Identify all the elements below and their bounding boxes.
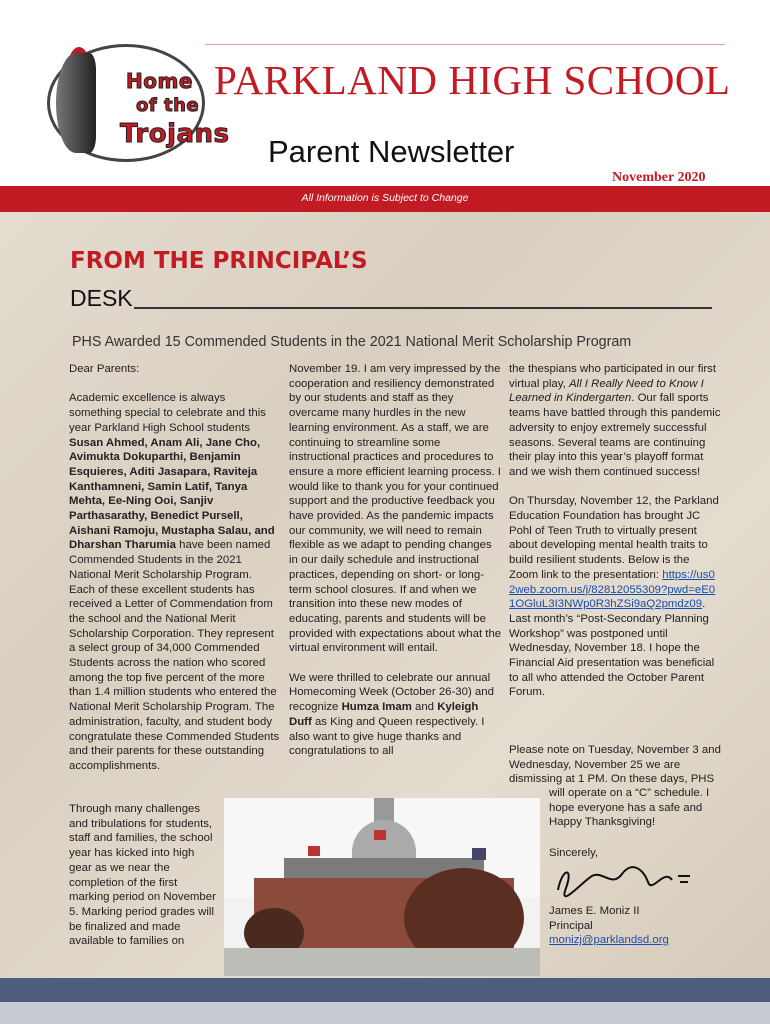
section-underline (134, 307, 712, 309)
newsletter-title: Parent Newsletter (268, 134, 515, 169)
paragraph-text: Academic excellence is always something special to celebrate and this year Parkland High School students (69, 392, 266, 434)
footer-band (0, 978, 770, 1002)
queen-name: Kyleigh Duff (289, 701, 479, 728)
commended-paragraph (69, 391, 281, 773)
closing: Sincerely, (549, 847, 599, 859)
homecoming-paragraph (289, 671, 503, 759)
footer-strip (0, 1002, 770, 1024)
principal-name: James E. Moniz II (549, 905, 640, 917)
section-title-desk: DESK (70, 285, 133, 311)
student-names: Susan Ahmed, Anam Ali, Jane Cho, Avimukta Dokuparthi, Benjamin Esquieres, Aditi Jasapara, Raviteja Kanthamneni, Samin Latif, Tanya Mehta, Ee-Ning Ooi, Sanjiv Parthasarathy, Benedict Pursell, Aishani Ramoju, Mustapha Salau, and (69, 436, 275, 537)
school-name: PARKLAND HIGH SCHOOL (214, 57, 731, 103)
paragraph-text: the thespians who participated in our first virtual play, (509, 363, 717, 390)
flag-icon (374, 830, 386, 840)
school-building-photo (224, 798, 540, 976)
trojan-helmet-icon (56, 53, 96, 153)
trojans-logo (47, 44, 230, 162)
thespians-paragraph (509, 362, 721, 480)
dismissal-paragraph: Please note on Tuesday, November 3 and Wednesday, November 25 we are dismissing at 1 PM. On these days, PHS (509, 744, 721, 786)
paragraph-text: have been named Commended Students in the 2021 National Merit Scholarship Program. Each of these excellent students has received a Letter of Commendation from the school and the National Merit Scholarship Corporation. They represent a select group of 34,000 Commended Students across the nation who scored among the top five percent of the more than 1.4 million students who entered the National Merit Scholarship Program. The administration, faculty, and student body congratulate these Commended Students and their parents for these outstanding accomplishments. (69, 539, 280, 772)
principal-email-link[interactable]: monizj@parklandsd.org (549, 934, 669, 947)
play-title: All I Really Need to Know I Learned in Kindergarten (509, 377, 704, 405)
paragraph-text: and (415, 701, 435, 714)
column-1-continued (69, 802, 217, 964)
paragraph-text: as King and Queen respectively. I also want to give huge thanks and congratulations to all (289, 715, 485, 758)
column-2 (289, 362, 503, 774)
header-rule (205, 44, 725, 45)
section-title: FROM THE PRINCIPAL’S (70, 248, 368, 274)
paragraph-text: . Last month’s “Post-Secondary Planning Workshop” was postponed until Wednesday, November 18. I hope the Financial Aid presentation was beneficial to all who attended the October Parent Forum. (509, 598, 715, 699)
column-3 (509, 362, 721, 715)
signature (552, 862, 692, 898)
paragraph-text: We were thrilled to celebrate our annual Homecoming Week (October 26-30) and recognize (289, 671, 494, 714)
marking-period-paragraph: Through many challenges and tribulations for students, staff and families, the school year has kicked into high gear as we near the completion of the first marking period on November 5. Marking period grades will be finalized and made available to families on (69, 803, 216, 948)
disclaimer: All Information is Subject to Change (301, 192, 469, 204)
photo-ground (224, 948, 540, 976)
zoom-link[interactable]: https://us02web.zoom.us/j/82812055309?pwd=eE01OGluL3I3NWp0R3hZSi9aQ2pmdz09 (509, 568, 716, 611)
paragraph-text: On Thursday, November 12, the Parkland Education Foundation has brought JC Pohl of Teen Truth to virtually present about developing mental health traits to build resilient students. Below is the Zoom link to the presentation: (509, 495, 719, 581)
dismissal-paragraph-continued: will operate on a “C” schedule. I hope everyone has a safe and Happy Thanksgiving! (549, 787, 710, 829)
signature-block (549, 904, 719, 948)
flag-icon (472, 848, 486, 860)
principal-role: Principal (549, 919, 593, 932)
issue-date: November 2020 (612, 170, 706, 185)
article-headline: PHS Awarded 15 Commended Students in the 2021 National Merit Scholarship Program (72, 334, 632, 350)
logo-word-home: Home (126, 69, 193, 93)
student-name-last: Dharshan Tharumia (69, 539, 176, 552)
king-name: Humza Imam (341, 701, 412, 714)
paragraph-text: . Our fall sports teams have battled through this pandemic adversity to enjoy extremely successful seasons. Several teams are continuing their play into this year’s playoff format and we wish them continued success! (509, 392, 721, 478)
logo-word-trojans: Trojans (120, 119, 230, 149)
greeting: Dear Parents: (69, 363, 140, 375)
foundation-paragraph (509, 494, 721, 700)
staff-paragraph: November 19. I am very impressed by the cooperation and resiliency demonstrated by our students and staff as they overcame many hurdles in the new learning environment. As a staff, we are continuing to streamline some instructional practices and procedures to ensure a more efficient learning process. I would like to thank you for your continued support and the productive feedback you have provided. As the pandemic impacts our community, we will need to remain flexible as we adapt to pending changes in our daily schedule and instructional practices, depending on short- or long-term school closures. If and when we transition into these new modes of educating, parents and students will be provided with expectations about what the virtual environment will entail. (289, 363, 502, 655)
column-1 (69, 362, 281, 788)
flag-icon (308, 846, 320, 856)
logo-word-ofthe: of the (136, 95, 200, 116)
